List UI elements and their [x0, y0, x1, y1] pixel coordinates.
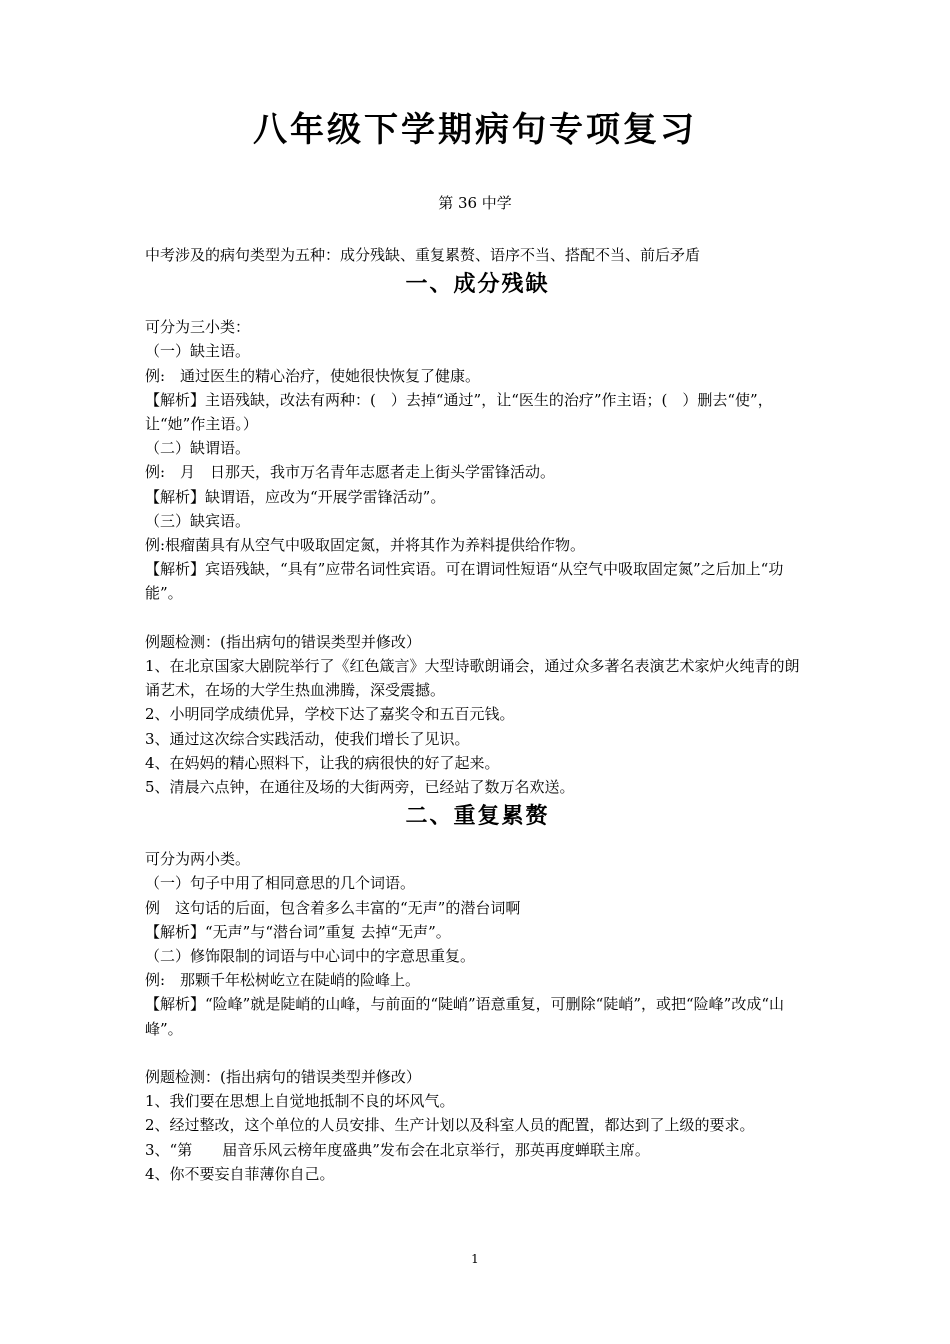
- exercise-item: 1、在北京国家大剧院举行了《红色箴言》大型诗歌朗诵会，通过众多著名表演艺术家炉火纯青的朗诵艺术，在场的大学生热血沸腾，深受震撼。: [145, 657, 800, 700]
- exercise-item: 3、“第 届音乐风云榜年度盛典”发布会在北京举行，那英再度蝉联主席。: [145, 1140, 650, 1159]
- paragraph: （三）缺宾语。: [145, 511, 251, 530]
- exercise-title: 例题检测：(指出病句的错误类型并修改）: [145, 1068, 421, 1087]
- paragraph: （一）缺主语。: [145, 342, 251, 361]
- paragraph: 【解析】缺谓语，应改为“开展学雷锋活动”。: [145, 487, 446, 506]
- paragraph: 【解析】宾语残缺，“具有”应带名词性宾语。可在谓词性短语“从空气中吸取固定氮”之后加上“功能”。: [145, 560, 784, 603]
- exercise-item: 5、清晨六点钟，在通往及场的大街两旁，已经站了数万名欢送。: [145, 778, 575, 797]
- exercise-item: 4、你不要妄自菲薄你自己。: [145, 1164, 335, 1183]
- exercise-item: 2、经过整改，这个单位的人员安排、生产计划以及科室人员的配置，都达到了上级的要求。: [145, 1116, 755, 1135]
- page-number: 1: [471, 1252, 479, 1266]
- section-heading: 一、成分残缺: [405, 272, 550, 298]
- exercise-item: 1、我们要在思想上自觉地抵制不良的坏风气。: [145, 1092, 455, 1111]
- paragraph: 例 这句话的后面，包含着多么丰富的“无声”的潜台词啊: [145, 898, 521, 917]
- paragraph: 例:根瘤菌具有从空气中吸取固定氮，并将其作为养料提供给作物。: [145, 536, 586, 555]
- spacer: [145, 303, 810, 315]
- paragraph: （二）缺谓语。: [145, 439, 251, 458]
- spacer: [145, 606, 810, 630]
- paragraph: 可分为三小类：: [145, 318, 251, 337]
- paragraph: 例: 通过医生的精心治疗，使她很快恢复了健康。: [145, 366, 481, 385]
- paragraph: 例: 月 日那天，我市万名青年志愿者走上街头学雷锋活动。: [145, 463, 556, 482]
- paragraph: （二）修饰限制的词语与中心词中的字意思重复。: [145, 947, 476, 966]
- exercise-item: 4、在妈妈的精心照料下，让我的病很快的好了起来。: [145, 753, 500, 772]
- document-body: [145, 243, 810, 1186]
- paragraph: 【解析】“无声”与“潜台词”重复 去掉“无声”。: [145, 922, 451, 941]
- paragraph: 可分为两小类。: [145, 850, 251, 869]
- spacer: [145, 1041, 810, 1065]
- exercise-item: 2、小明同学成绩优异，学校下达了嘉奖令和五百元钱。: [145, 705, 515, 724]
- exercise-title: 例题检测：(指出病句的错误类型并修改）: [145, 632, 421, 651]
- section-heading: 二、重复累赘: [405, 804, 550, 830]
- paragraph: （一）句子中用了相同意思的几个词语。: [145, 874, 416, 893]
- paragraph: 【解析】主语残缺，改法有两种：( ）去掉“通过”，让“医生的治疗”作主语；( ）删去“使”，让“她”作主语。）: [145, 390, 773, 434]
- spacer: [145, 835, 810, 847]
- school-name: 第 36 中学: [438, 194, 512, 212]
- intro-paragraph: 中考涉及的病句类型为五种：成分残缺、重复累赘、语序不当、搭配不当、前后矛盾: [145, 246, 701, 264]
- exercise-item: 3、通过这次综合实践活动，使我们增长了见识。: [145, 729, 470, 748]
- paragraph: 【解析】“险峰”就是陡峭的山峰，与前面的“陡峭”语意重复，可删除“陡峭”，或把“险峰”改成“山峰”。: [145, 995, 785, 1038]
- page-title: 八年级下学期病句专项复习: [253, 110, 697, 150]
- paragraph: 例: 那颗千年松树屹立在陡峭的险峰上。: [145, 971, 421, 990]
